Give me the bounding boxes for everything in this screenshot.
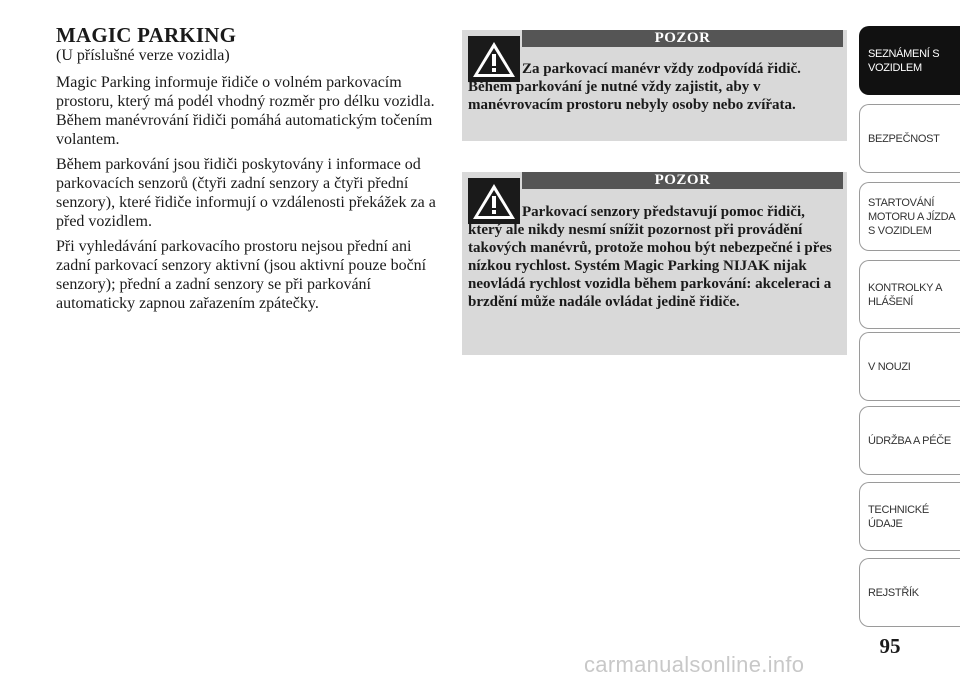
tab-label: SEZNÁMENÍ S VOZIDLEM <box>868 47 940 74</box>
warning-box-2 <box>462 172 847 355</box>
main-content <box>56 24 440 319</box>
warning-header: POZOR <box>522 30 843 47</box>
section-subtitle: (U příslušné verze vozidla) <box>56 47 230 64</box>
paragraph-2: Během parkování jsou řidiči poskytovány i informace od parkovacích senzorů (čtyři zadní senzory a čtyři přední senzory), které řidiče informují o vzdálenosti překážek za a před vozidlem. <box>56 156 436 230</box>
page-number: 95 <box>879 634 901 658</box>
tab-label: BEZPEČNOST <box>868 132 940 145</box>
tab-label: TECHNICKÉ ÚDAJE <box>868 503 929 530</box>
tab-startovani-motoru[interactable] <box>859 182 960 251</box>
section-title: MAGIC PARKING <box>56 23 237 47</box>
warning-text: Parkovací senzory představují pomoc řidiči, který ale nikdy nesmí snížit pozornost při provádění takových manévrů, protože mohou být nebezpečné i přes nízkou rychlost. Systém Magic Parking NIJAK nijak neovládá rychlost vozidla během parkování: akceleraci a brzdění může nadále ovládat jedině řidiče. <box>468 204 832 310</box>
tab-label: V NOUZI <box>868 360 911 373</box>
tab-kontrolky-a-hlaseni[interactable] <box>859 260 960 329</box>
tab-bezpecnost[interactable] <box>859 104 960 173</box>
paragraph-3: Při vyhledávání parkovacího prostoru nejsou přední ani zadní parkovací senzory aktivní (jsou aktivní pouze boční senzory); přední a zadní senzory se při parkování automaticky zapnou zařazením zpátečky. <box>56 238 427 312</box>
tab-label: STARTOVÁNÍ MOTORU A JÍZDA S VOZIDLEM <box>868 196 956 237</box>
tab-v-nouzi[interactable] <box>859 332 960 401</box>
tab-label: ÚDRŽBA A PÉČE <box>868 434 951 447</box>
watermark: carmanualsonline.info <box>584 652 805 677</box>
tab-label: REJSTŘÍK <box>868 586 919 599</box>
tab-technicke-udaje[interactable] <box>859 482 960 551</box>
tab-label: KONTROLKY A HLÁŠENÍ <box>868 281 943 308</box>
warning-header: POZOR <box>522 172 843 189</box>
warning-box-1 <box>462 30 847 141</box>
tab-rejstrik[interactable] <box>859 558 960 627</box>
tab-seznameni-s-vozidlem[interactable] <box>859 26 960 95</box>
tab-udrzba-a-pece[interactable] <box>859 406 960 475</box>
warning-text: Za parkovací manévr vždy zodpovídá řidič. Během parkování je nutné vždy zajistit, aby v manévrovacím prostoru nebyly osoby nebo zvířata. <box>468 61 801 113</box>
paragraph-1: Magic Parking informuje řidiče o volném parkovacím prostoru, který má podél vhodný rozměr pro délku vozidla. Během manévrování řidiči pomáhá automatickým točením volantem. <box>56 74 435 148</box>
